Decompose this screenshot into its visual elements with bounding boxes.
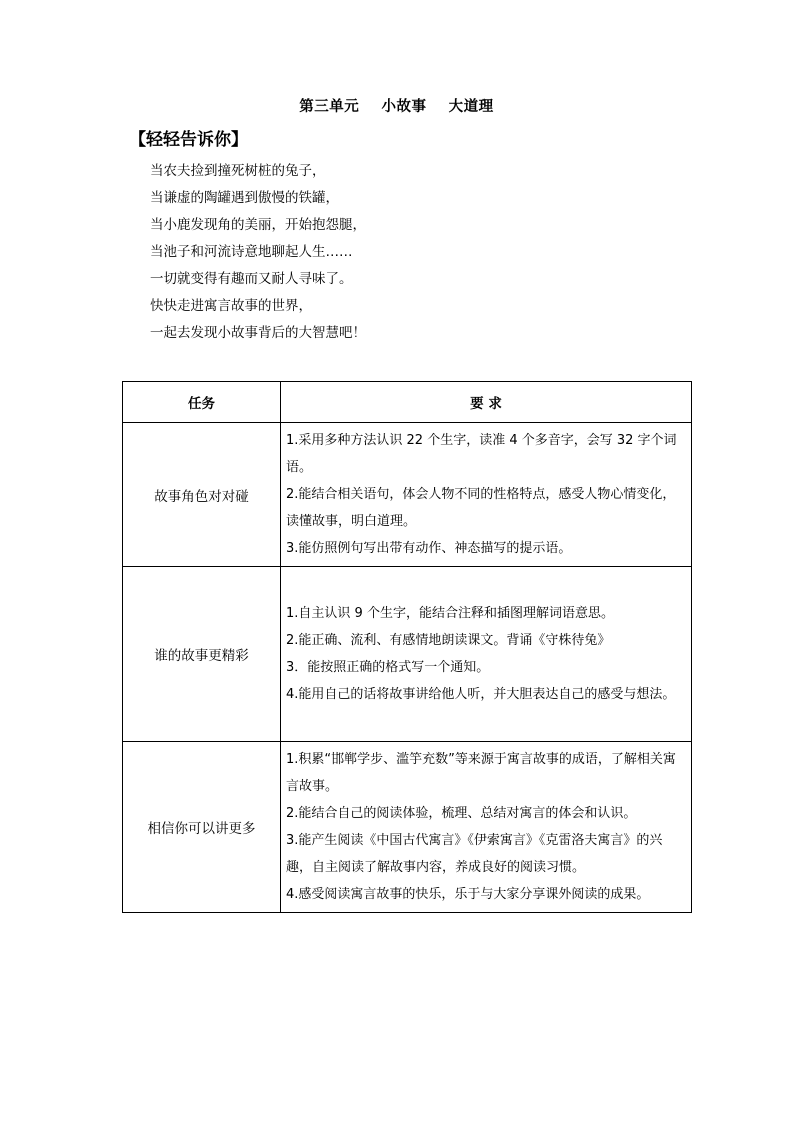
requirement-item: 2.能正确、流利、有感情地朗读课文。背诵《守株待兔》 xyxy=(286,633,611,648)
poem-line: 当农夫捡到撞死树桩的兔子， xyxy=(150,163,326,179)
requirement-item: 1.采用多种方法认识 22 个生字，读准 4 个多音字，会写 32 字个词语。 xyxy=(286,433,677,475)
table-row xyxy=(123,423,692,567)
poem-line: 当池子和河流诗意地聊起人生…… xyxy=(150,244,353,260)
requirement-item: 4.感受阅读寓言故事的快乐，乐于与大家分享课外阅读的成果。 xyxy=(286,887,650,902)
table-row xyxy=(123,742,692,913)
requirements-cell xyxy=(281,742,692,913)
header-task: 任务 xyxy=(123,382,281,423)
poem-line: 快快走进寓言故事的世界， xyxy=(150,298,312,314)
task-table xyxy=(122,381,692,913)
section-heading: 【轻轻告诉你】 xyxy=(129,130,248,150)
requirement-item: 3.能仿照例句写出带有动作、神态描写的提示语。 xyxy=(286,541,572,556)
requirement-item: 2.能结合相关语句，体会人物不同的性格特点，感受人物心情变化，读懂故事，明白道理。 xyxy=(286,487,676,529)
poem-line: 当谦虚的陶罐遇到傲慢的铁罐， xyxy=(150,190,339,206)
task-cell: 故事角色对对碰 xyxy=(123,423,281,567)
requirements-cell xyxy=(281,423,692,567)
requirement-item: 2.能结合自己的阅读体验，梳理、总结对寓言的体会和认识。 xyxy=(286,806,637,821)
page-title: 第三单元 小故事 大道理 xyxy=(299,99,494,115)
requirement-item: 3.能产生阅读《中国古代寓言》《伊索寓言》《克雷洛夫寓言》的兴趣，自主阅读了解故事内容，养成良好的阅读习惯。 xyxy=(286,833,663,875)
task-cell: 谁的故事更精彩 xyxy=(123,567,281,742)
table-header-row xyxy=(123,382,692,423)
table-row xyxy=(123,567,692,742)
requirement-item: 4.能用自己的话将故事讲给他人听，并大胆表达自己的感受与想法。 xyxy=(286,687,676,702)
poem-line: 当小鹿发现角的美丽，开始抱怨腿， xyxy=(150,217,366,233)
requirement-item: 1.自主认识 9 个生字，能结合注释和插图理解词语意思。 xyxy=(286,606,614,621)
requirement-item: 1.积累“邯郸学步、滥竽充数”等来源于寓言故事的成语，了解相关寓言故事。 xyxy=(286,752,676,794)
header-requirements: 要 求 xyxy=(281,382,692,423)
task-cell: 相信你可以讲更多 xyxy=(123,742,281,913)
requirement-item: 3．能按照正确的格式写一个通知。 xyxy=(286,660,490,675)
requirements-cell xyxy=(281,567,692,742)
poem-line: 一起去发现小故事背后的大智慧吧！ xyxy=(150,325,366,341)
intro-poem xyxy=(150,160,366,349)
poem-line: 一切就变得有趣而又耐人寻味了。 xyxy=(150,271,353,287)
